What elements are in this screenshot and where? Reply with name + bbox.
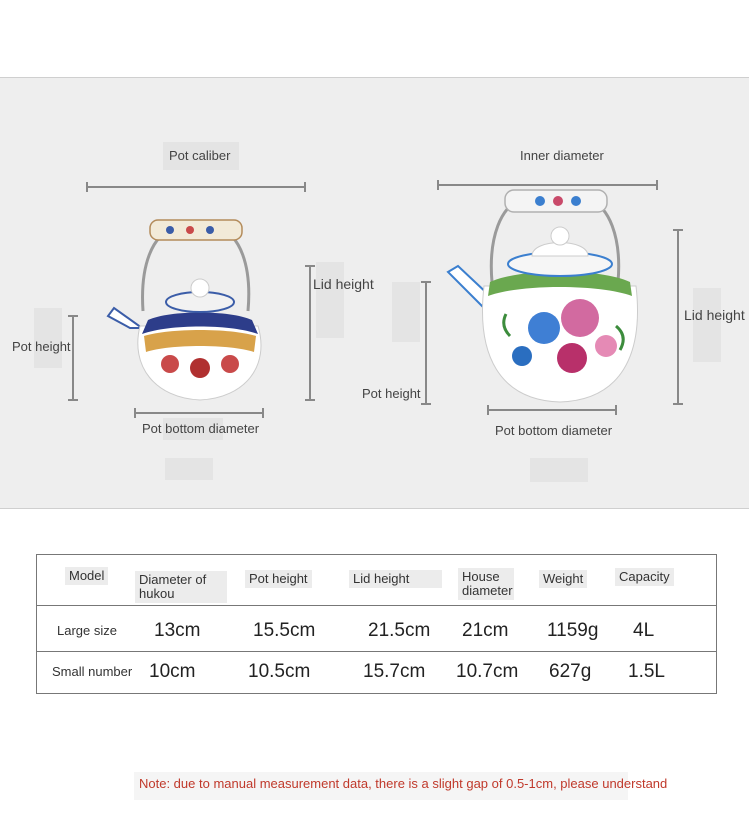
row-diameter: 13cm [154,620,201,641]
lid-height-small-label: Lid height [313,276,374,292]
row-house-diameter: 21cm [462,620,509,641]
pot-height-large-label: Pot height [362,386,421,401]
label-bg [165,458,213,480]
label-bg [530,458,588,482]
label-bg [392,282,420,342]
header-house-diameter: House diameter [458,568,514,600]
bottom-large-line [487,409,617,411]
measurement-note: Note: due to manual measurement data, there is a slight gap of 0.5-1cm, please understand [134,772,628,800]
lid-height-small-line [309,265,311,401]
label-bg [316,262,344,338]
row-lid-height: 21.5cm [368,620,431,641]
table-row [37,652,716,693]
header-weight: Weight [539,570,587,588]
pot-height-small-line [72,315,74,401]
row-pot-height: 15.5cm [253,620,316,641]
bottom-small-label: Pot bottom diameter [142,421,260,436]
row-capacity: 1.5L [628,661,665,682]
inner-diameter-label: Inner diameter [520,148,604,163]
row-lid-height: 15.7cm [363,661,426,682]
bottom-large-label: Pot bottom diameter [495,423,613,438]
label-bg [693,288,721,362]
pot-height-small-label: Pot height [12,339,71,354]
header-model: Model [65,567,108,585]
header-capacity: Capacity [615,568,674,586]
table-row [37,606,716,652]
row-diameter: 10cm [149,661,196,682]
lid-height-large-line [677,229,679,405]
header-pot-height: Pot height [245,570,312,588]
small-kettle-image [100,216,275,411]
row-house-diameter: 10.7cm [456,661,519,682]
lid-height-large-label: Lid height [684,307,745,323]
pot-caliber-line [86,186,306,188]
label-bg [34,308,62,368]
header-lid-height: Lid height [349,570,442,588]
row-pot-height: 10.5cm [248,661,311,682]
large-kettle-image [440,186,645,408]
row-model: Large size [57,623,117,638]
diagram-panel [0,77,749,509]
table-header-row [37,555,716,606]
pot-height-large-line [425,281,427,405]
spec-table [36,554,717,694]
bottom-small-line [134,412,264,414]
row-capacity: 4L [633,620,655,641]
row-weight: 1159g [547,620,599,641]
row-weight: 627g [549,661,592,682]
pot-caliber-label: Pot caliber [169,148,231,163]
row-model: Small number [52,664,133,679]
header-diameter: Diameter of hukou [135,571,227,603]
